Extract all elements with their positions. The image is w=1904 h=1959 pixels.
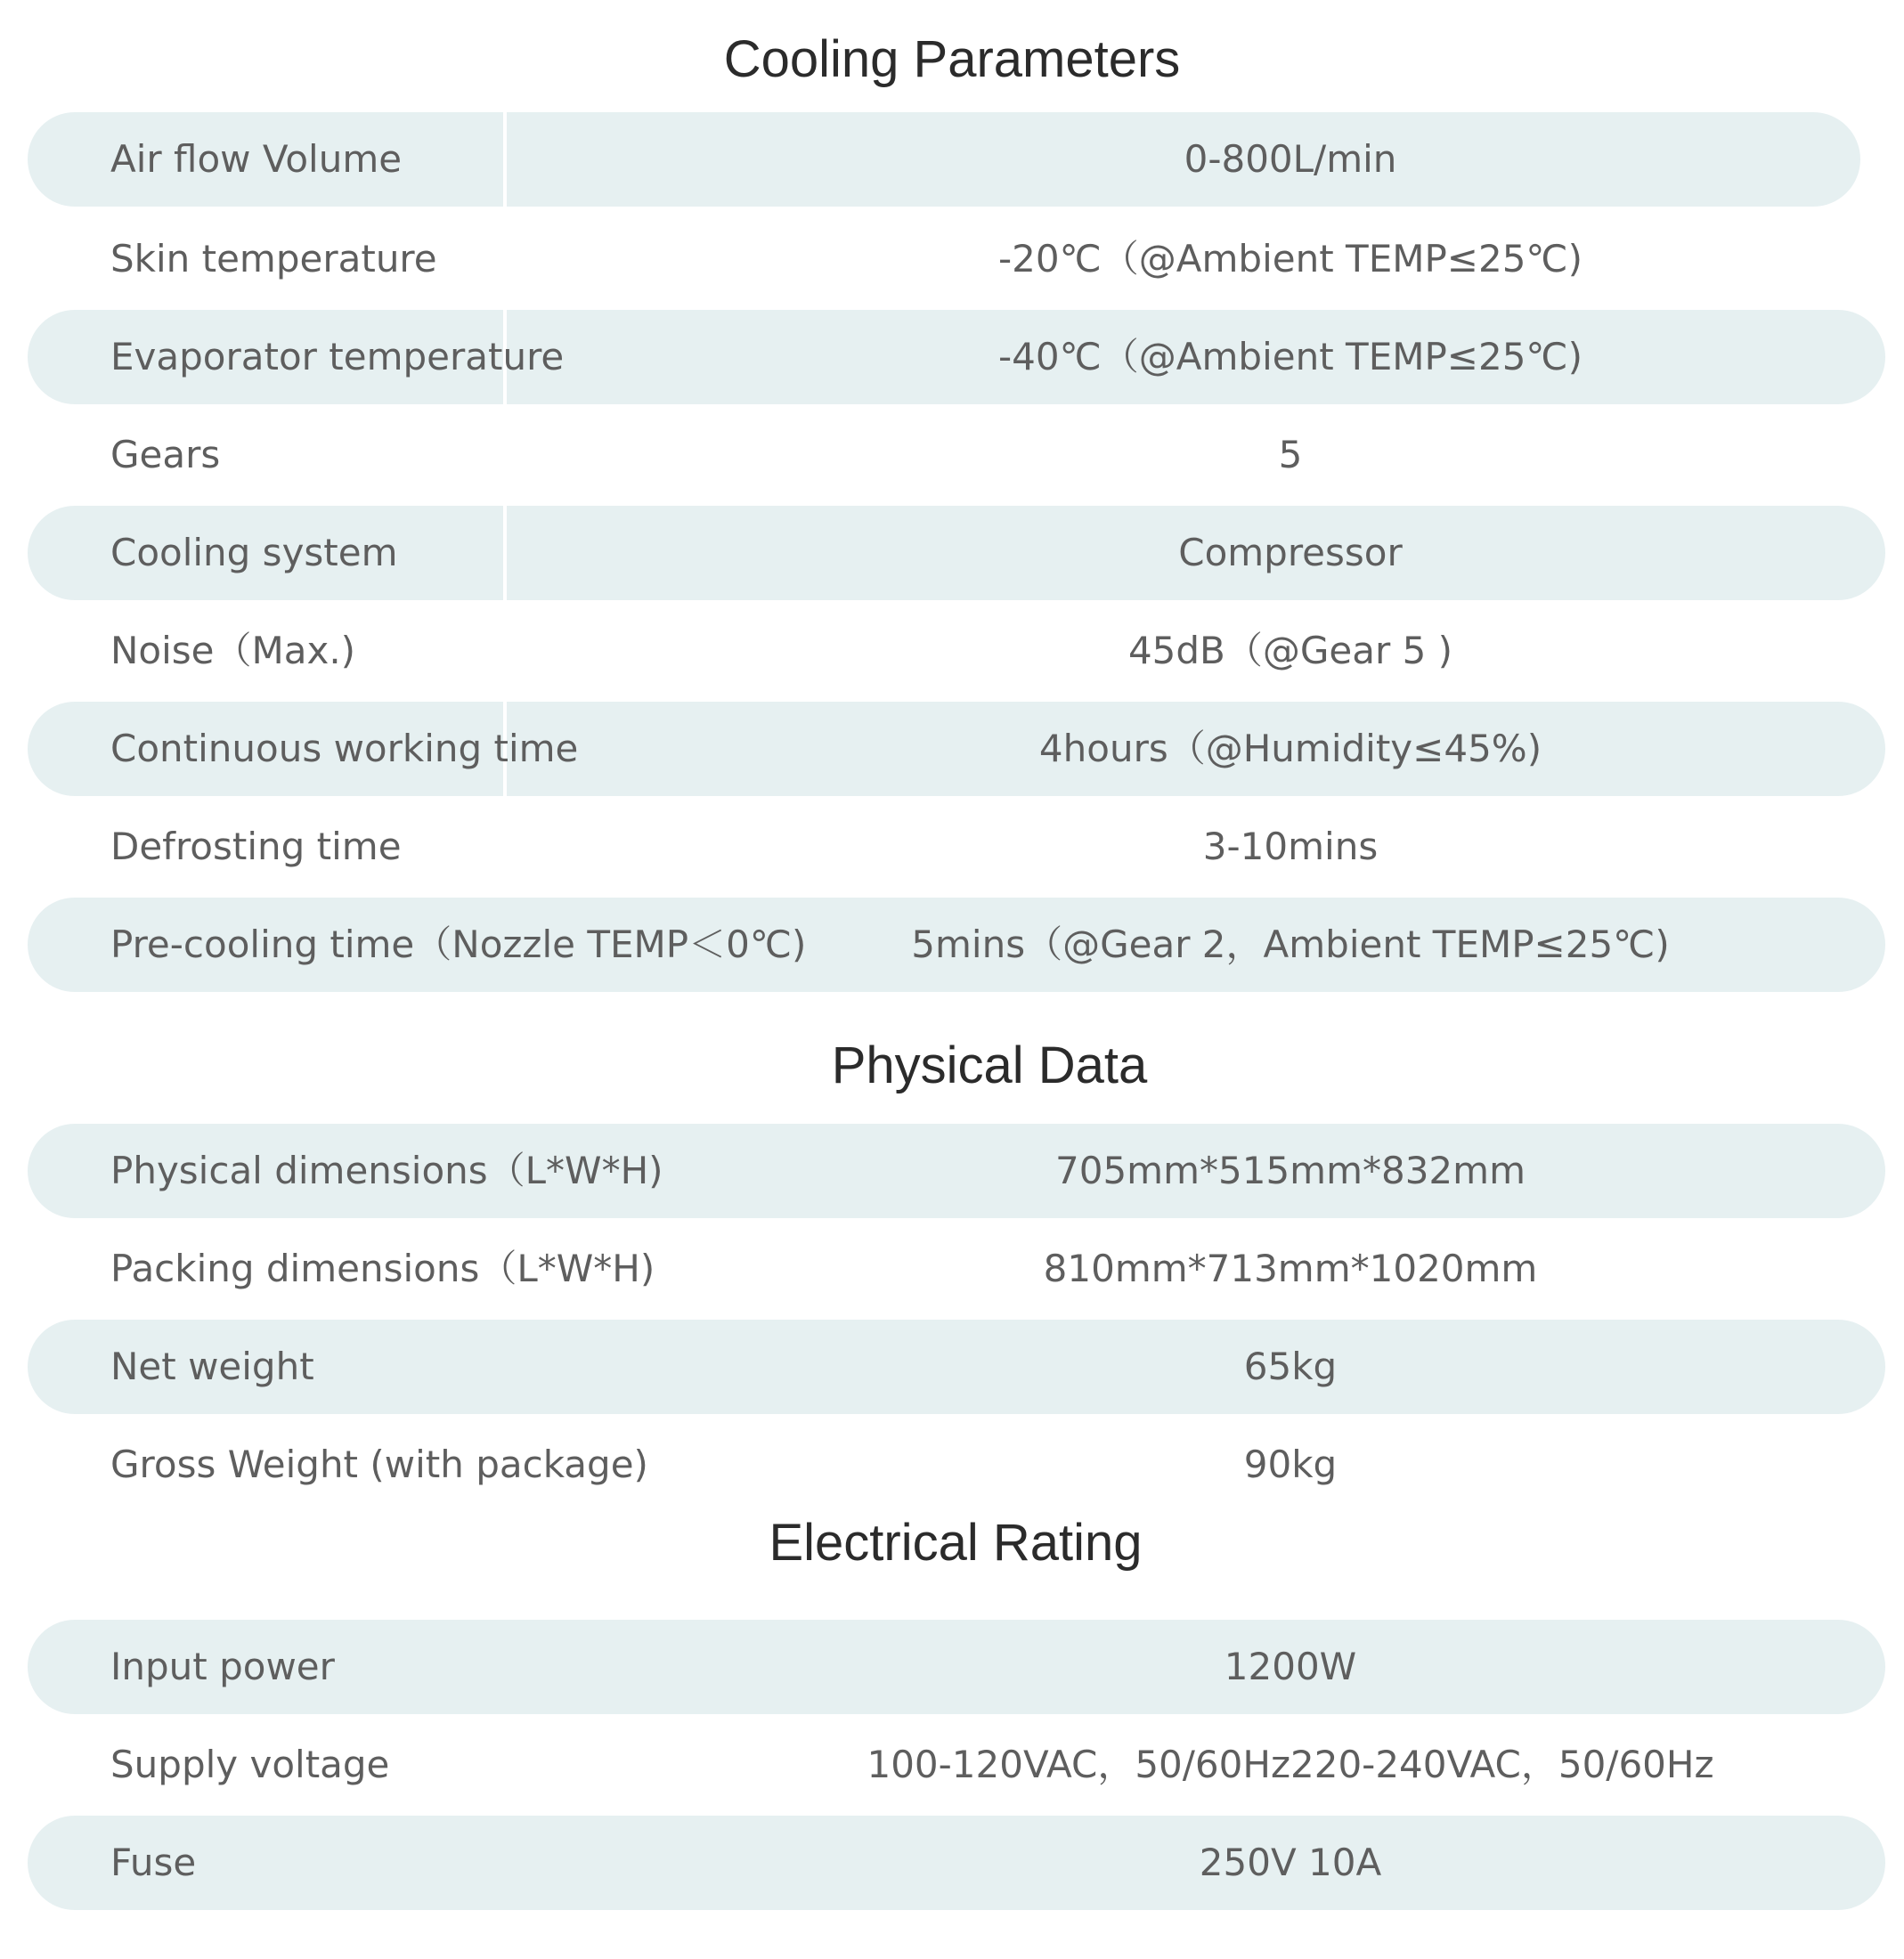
spec-label: Input power [110,1645,335,1688]
spec-row-gears [28,408,1885,502]
spec-label: Continuous working time [110,727,579,770]
spec-row-air-flow-volume [28,112,1860,207]
spec-label: Gross Weight (with package) [110,1443,648,1486]
spec-row-skin-temperature [28,212,1885,306]
spec-row-packing-dimensions [28,1222,1885,1316]
spec-label: Net weight [110,1345,314,1388]
spec-value: 90kg [1243,1443,1338,1486]
section-title-physical-data: Physical Data [831,1036,1148,1094]
spec-label: Noise（Max.) [110,629,356,672]
spec-row-evaporator-temperature [28,310,1885,404]
spec-row-fuse [28,1816,1885,1910]
spec-row-defrosting-time [28,800,1885,894]
column-divider [503,112,507,207]
spec-value: 45dB（@Gear 5 ) [1127,629,1453,672]
spec-label: Skin temperature [110,237,437,280]
spec-value: 4hours（@Humidity≤45%) [1038,727,1542,770]
spec-label: Air flow Volume [110,137,403,181]
spec-value: 65kg [1243,1345,1338,1388]
spec-value: 3-10mins [1202,825,1379,868]
spec-label: Evaporator temperature [110,335,565,378]
spec-label: Physical dimensions（L*W*H) [110,1149,663,1192]
spec-value: Compressor [1178,531,1403,574]
spec-label: Defrosting time [110,825,402,868]
spec-value: 0-800L/min [1184,137,1397,181]
spec-value: 250V 10A [1199,1841,1382,1884]
spec-row-cooling-system [28,506,1885,600]
spec-label: Fuse [110,1841,197,1884]
spec-row-continuous-working-time [28,702,1885,796]
spec-value: -20℃（@Ambient TEMP≤25℃) [998,237,1583,280]
spec-row-input-power [28,1620,1885,1714]
spec-row-gross-weight [28,1418,1885,1512]
spec-value: 1200W [1224,1645,1357,1688]
spec-label: Cooling system [110,531,398,574]
spec-value: 5mins（@Gear 2，Ambient TEMP≤25℃) [911,923,1670,966]
spec-value: 5 [1278,433,1303,476]
spec-row-physical-dimensions [28,1124,1885,1218]
spec-value: 810mm*713mm*1020mm [1043,1247,1538,1290]
spec-label: Packing dimensions（L*W*H) [110,1247,655,1290]
spec-row-supply-voltage [28,1718,1885,1812]
spec-row-pre-cooling-time [28,898,1885,992]
spec-row-noise [28,604,1885,698]
spec-value: 705mm*515mm*832mm [1055,1149,1526,1192]
spec-row-net-weight [28,1320,1885,1414]
spec-value: -40℃（@Ambient TEMP≤25℃) [998,335,1583,378]
section-title-electrical-rating: Electrical Rating [769,1514,1143,1572]
spec-label: Pre-cooling time（Nozzle TEMP＜0℃) [110,923,807,966]
spec-label: Supply voltage [110,1743,390,1786]
column-divider [503,506,507,600]
section-title-cooling-parameters: Cooling Parameters [723,30,1181,88]
spec-label: Gears [110,433,221,476]
spec-value: 100-120VAC，50/60Hz220-240VAC，50/60Hz [867,1743,1714,1786]
